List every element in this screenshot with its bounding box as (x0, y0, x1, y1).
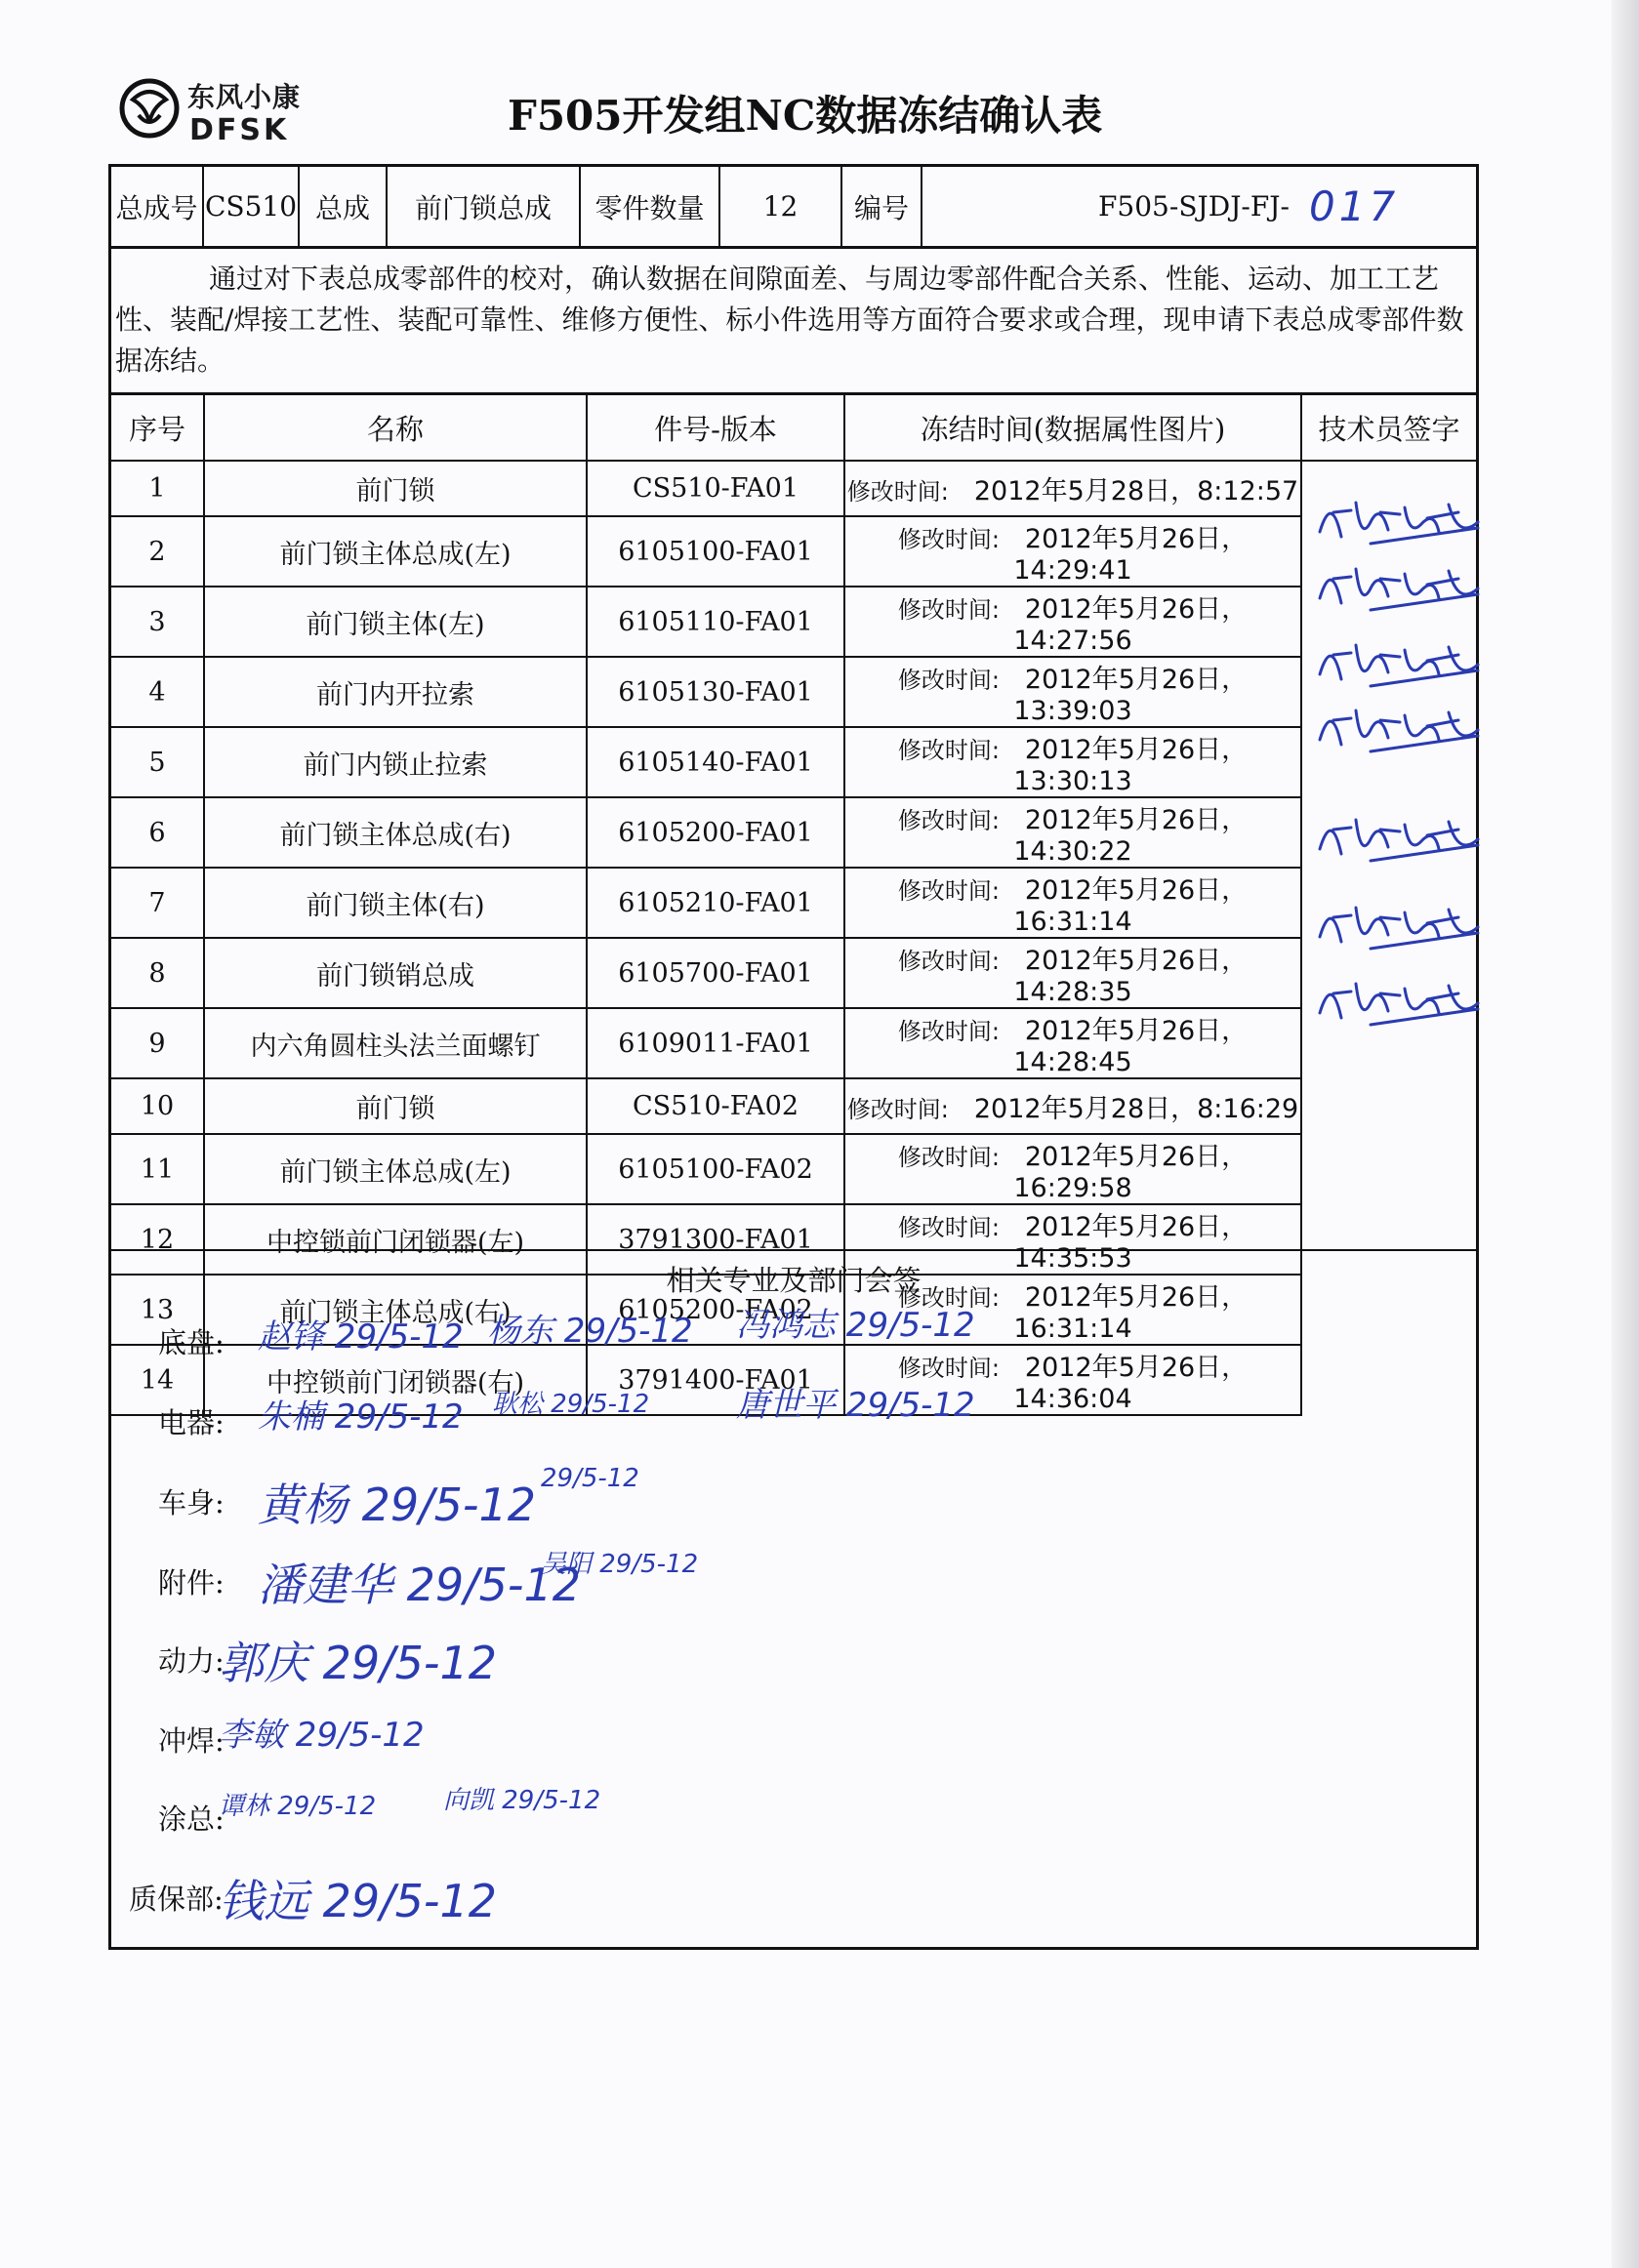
cosign-signature: 冯鸿志 29/5-12 (736, 1306, 975, 1345)
cosign-signature: 李敏 29/5-12 (219, 1716, 425, 1755)
time-value: 2012年5月26日，16:31:14 (1013, 875, 1249, 937)
handwritten-signature (1312, 964, 1488, 1042)
dept-label: 附件: (158, 1566, 225, 1600)
table-row (111, 1008, 1476, 1078)
part-count-label: 零件数量 (581, 167, 720, 246)
time-label: 修改时间: (897, 807, 1000, 834)
part-count-value: 12 (720, 167, 842, 246)
cosign-signature: 唐世平 29/5-12 (736, 1386, 975, 1425)
code-label: 编号 (842, 167, 922, 246)
row-no: 2 (111, 516, 204, 587)
table-row (111, 657, 1476, 727)
row-name: 前门锁 (204, 1078, 587, 1134)
row-no: 8 (111, 938, 204, 1008)
row-no: 12 (111, 1204, 204, 1275)
row-name: 中控锁前门闭锁器(左) (204, 1204, 587, 1275)
row-name: 前门锁 (204, 461, 587, 516)
time-value: 2012年5月26日，13:30:13 (1013, 735, 1249, 796)
page-title: F505开发组NC数据冻结确认表 (508, 92, 1103, 140)
row-no: 6 (111, 797, 204, 868)
code-prefix: F505-SJDJ-FJ- (1098, 190, 1290, 223)
cosign-signature: 朱楠 29/5-12 (258, 1397, 464, 1437)
col-header-name: 名称 (204, 395, 587, 461)
row-part: 6105100-FA01 (587, 516, 844, 587)
time-value: 2012年5月26日，14:36:04 (1013, 1353, 1249, 1414)
header-row (111, 167, 1476, 249)
col-header-time: 冻结时间(数据属性图片) (844, 395, 1301, 461)
row-name: 前门锁主体总成(左) (204, 1134, 587, 1204)
time-label: 修改时间: (897, 596, 1000, 624)
dept-label: 车身: (158, 1486, 225, 1519)
row-part: 6105110-FA01 (587, 587, 844, 657)
row-name: 前门锁主体总成(右) (204, 1275, 587, 1345)
table-row (111, 516, 1476, 587)
form-frame (108, 164, 1479, 1950)
row-time (844, 868, 1301, 938)
row-no: 1 (111, 461, 204, 516)
cosign-signature: 耿松 29/5-12 (492, 1390, 650, 1419)
time-label: 修改时间: (897, 1144, 1000, 1171)
time-value: 2012年5月26日，14:28:45 (1013, 1016, 1249, 1077)
row-no: 7 (111, 868, 204, 938)
table-row (111, 797, 1476, 868)
cosign-signature: 谭林 29/5-12 (219, 1792, 377, 1821)
dept-label: 涂总: (158, 1802, 225, 1836)
logo-english-text: DFSK (189, 113, 290, 147)
cosign-signature: 杨东 29/5-12 (487, 1312, 693, 1351)
cosign-title: 相关专业及部门会签 (666, 1264, 922, 1297)
col-header-part: 件号-版本 (587, 395, 844, 461)
row-time (844, 1008, 1301, 1078)
row-no: 4 (111, 657, 204, 727)
time-value: 2012年5月26日，14:28:35 (1013, 946, 1249, 1007)
row-time (844, 657, 1301, 727)
time-value: 2012年5月26日，13:39:03 (1013, 665, 1249, 726)
logo-chinese-text: 东风小康 (187, 81, 302, 113)
row-time (844, 797, 1301, 868)
handwritten-signature (1312, 691, 1488, 769)
row-part: 6105140-FA01 (587, 727, 844, 797)
code-handwritten: 017 (1309, 182, 1400, 230)
dept-label: 电器: (158, 1406, 225, 1439)
row-part: 6105210-FA01 (587, 868, 844, 938)
cosign-signature: 吴阳 29/5-12 (541, 1550, 699, 1579)
row-name: 前门内开拉索 (204, 657, 587, 727)
time-label: 修改时间: (897, 1355, 1000, 1382)
handwritten-signature (1312, 888, 1488, 966)
dept-label: 质保部: (129, 1883, 224, 1916)
dept-label: 动力: (158, 1644, 225, 1678)
cosign-signature: 29/5-12 (541, 1464, 639, 1493)
time-label: 修改时间: (897, 737, 1000, 764)
company-logo (119, 74, 314, 147)
row-no: 9 (111, 1008, 204, 1078)
row-no: 10 (111, 1078, 204, 1134)
time-value: 2012年5月26日，16:29:58 (1013, 1142, 1249, 1203)
row-part: 6109011-FA01 (587, 1008, 844, 1078)
time-value: 2012年5月28日，8:12:57 (973, 476, 1299, 506)
row-no: 14 (111, 1345, 204, 1415)
time-label: 修改时间: (897, 877, 1000, 905)
time-label: 修改时间: (897, 526, 1000, 553)
time-label: 修改时间: (897, 1284, 1000, 1312)
table-row (111, 938, 1476, 1008)
time-label: 修改时间: (897, 667, 1000, 694)
row-name: 前门锁销总成 (204, 938, 587, 1008)
table-row (111, 1078, 1476, 1134)
row-part: 6105700-FA01 (587, 938, 844, 1008)
row-part: CS510-FA01 (587, 461, 844, 516)
time-label: 修改时间: (897, 1018, 1000, 1045)
time-label: 修改时间: (897, 1214, 1000, 1241)
table-row (111, 461, 1476, 516)
cosign-signature: 赵锋 29/5-12 (258, 1317, 464, 1357)
row-time (844, 516, 1301, 587)
row-no: 11 (111, 1134, 204, 1204)
row-part: 6105200-FA01 (587, 797, 844, 868)
assembly-name-value: 前门锁总成 (388, 167, 581, 246)
cosign-section (111, 1249, 1476, 1952)
dept-label: 底盘: (158, 1326, 225, 1359)
row-time (844, 727, 1301, 797)
assembly-label: 总成 (300, 167, 388, 246)
row-time (844, 938, 1301, 1008)
time-value: 2012年5月28日，8:16:29 (973, 1094, 1299, 1124)
handwritten-signature (1312, 800, 1488, 878)
row-part: CS510-FA02 (587, 1078, 844, 1134)
row-name: 内六角圆柱头法兰面螺钉 (204, 1008, 587, 1078)
page-edge-shadow (1612, 0, 1639, 2268)
row-time (844, 461, 1301, 516)
table-row (111, 1134, 1476, 1204)
row-name: 前门内锁止拉索 (204, 727, 587, 797)
intro-paragraph: 通过对下表总成零部件的校对，确认数据在间隙面差、与周边零部件配合关系、性能、运动、加工工艺性、装配/焊接工艺性、装配可靠性、维修方便性、标小件选用等方面符合要求或合理，现申请下表总成零部件数据冻结。 (111, 249, 1476, 395)
row-no: 5 (111, 727, 204, 797)
time-label: 修改时间: (897, 948, 1000, 975)
row-name: 前门锁主体(左) (204, 587, 587, 657)
time-value: 2012年5月26日，14:29:41 (1013, 524, 1249, 586)
code-value (922, 167, 1476, 246)
cosign-signature: 郭庆 29/5-12 (219, 1637, 498, 1689)
table-header-row (111, 395, 1476, 461)
table-row (111, 868, 1476, 938)
time-value: 2012年5月26日，14:35:53 (1013, 1212, 1249, 1274)
cosign-signature: 潘建华 29/5-12 (258, 1559, 582, 1611)
row-name: 前门锁主体总成(左) (204, 516, 587, 587)
col-header-no: 序号 (111, 395, 204, 461)
row-part: 6105200-FA02 (587, 1275, 844, 1345)
dfsk-logo-icon (119, 78, 180, 139)
time-value: 2012年5月26日，14:30:22 (1013, 805, 1249, 867)
row-time (844, 1134, 1301, 1204)
handwritten-signature (1312, 549, 1488, 628)
table-row (111, 727, 1476, 797)
cosign-signature: 黄杨 29/5-12 (258, 1478, 537, 1531)
col-header-signature: 技术员签字 (1301, 395, 1476, 461)
cosign-signature: 钱远 29/5-12 (219, 1875, 498, 1927)
row-no: 13 (111, 1275, 204, 1345)
time-value: 2012年5月26日，16:31:14 (1013, 1282, 1249, 1344)
table-row (111, 587, 1476, 657)
row-name: 前门锁主体总成(右) (204, 797, 587, 868)
time-label: 修改时间: (846, 478, 949, 506)
row-part: 3791400-FA01 (587, 1345, 844, 1415)
time-value: 2012年5月26日，14:27:56 (1013, 594, 1249, 656)
row-part: 6105100-FA02 (587, 1134, 844, 1204)
row-name: 前门锁主体(右) (204, 868, 587, 938)
time-label: 修改时间: (846, 1096, 949, 1123)
row-time (844, 587, 1301, 657)
assembly-no-label: 总成号 (111, 167, 204, 246)
cosign-signature: 向凯 29/5-12 (443, 1786, 601, 1815)
row-part: 3791300-FA01 (587, 1204, 844, 1275)
assembly-no-value: CS510 (204, 167, 300, 246)
row-no: 3 (111, 587, 204, 657)
row-time (844, 1078, 1301, 1134)
row-part: 6105130-FA01 (587, 657, 844, 727)
dept-label: 冲焊: (158, 1724, 225, 1758)
row-name: 中控锁前门闭锁器(右) (204, 1345, 587, 1415)
